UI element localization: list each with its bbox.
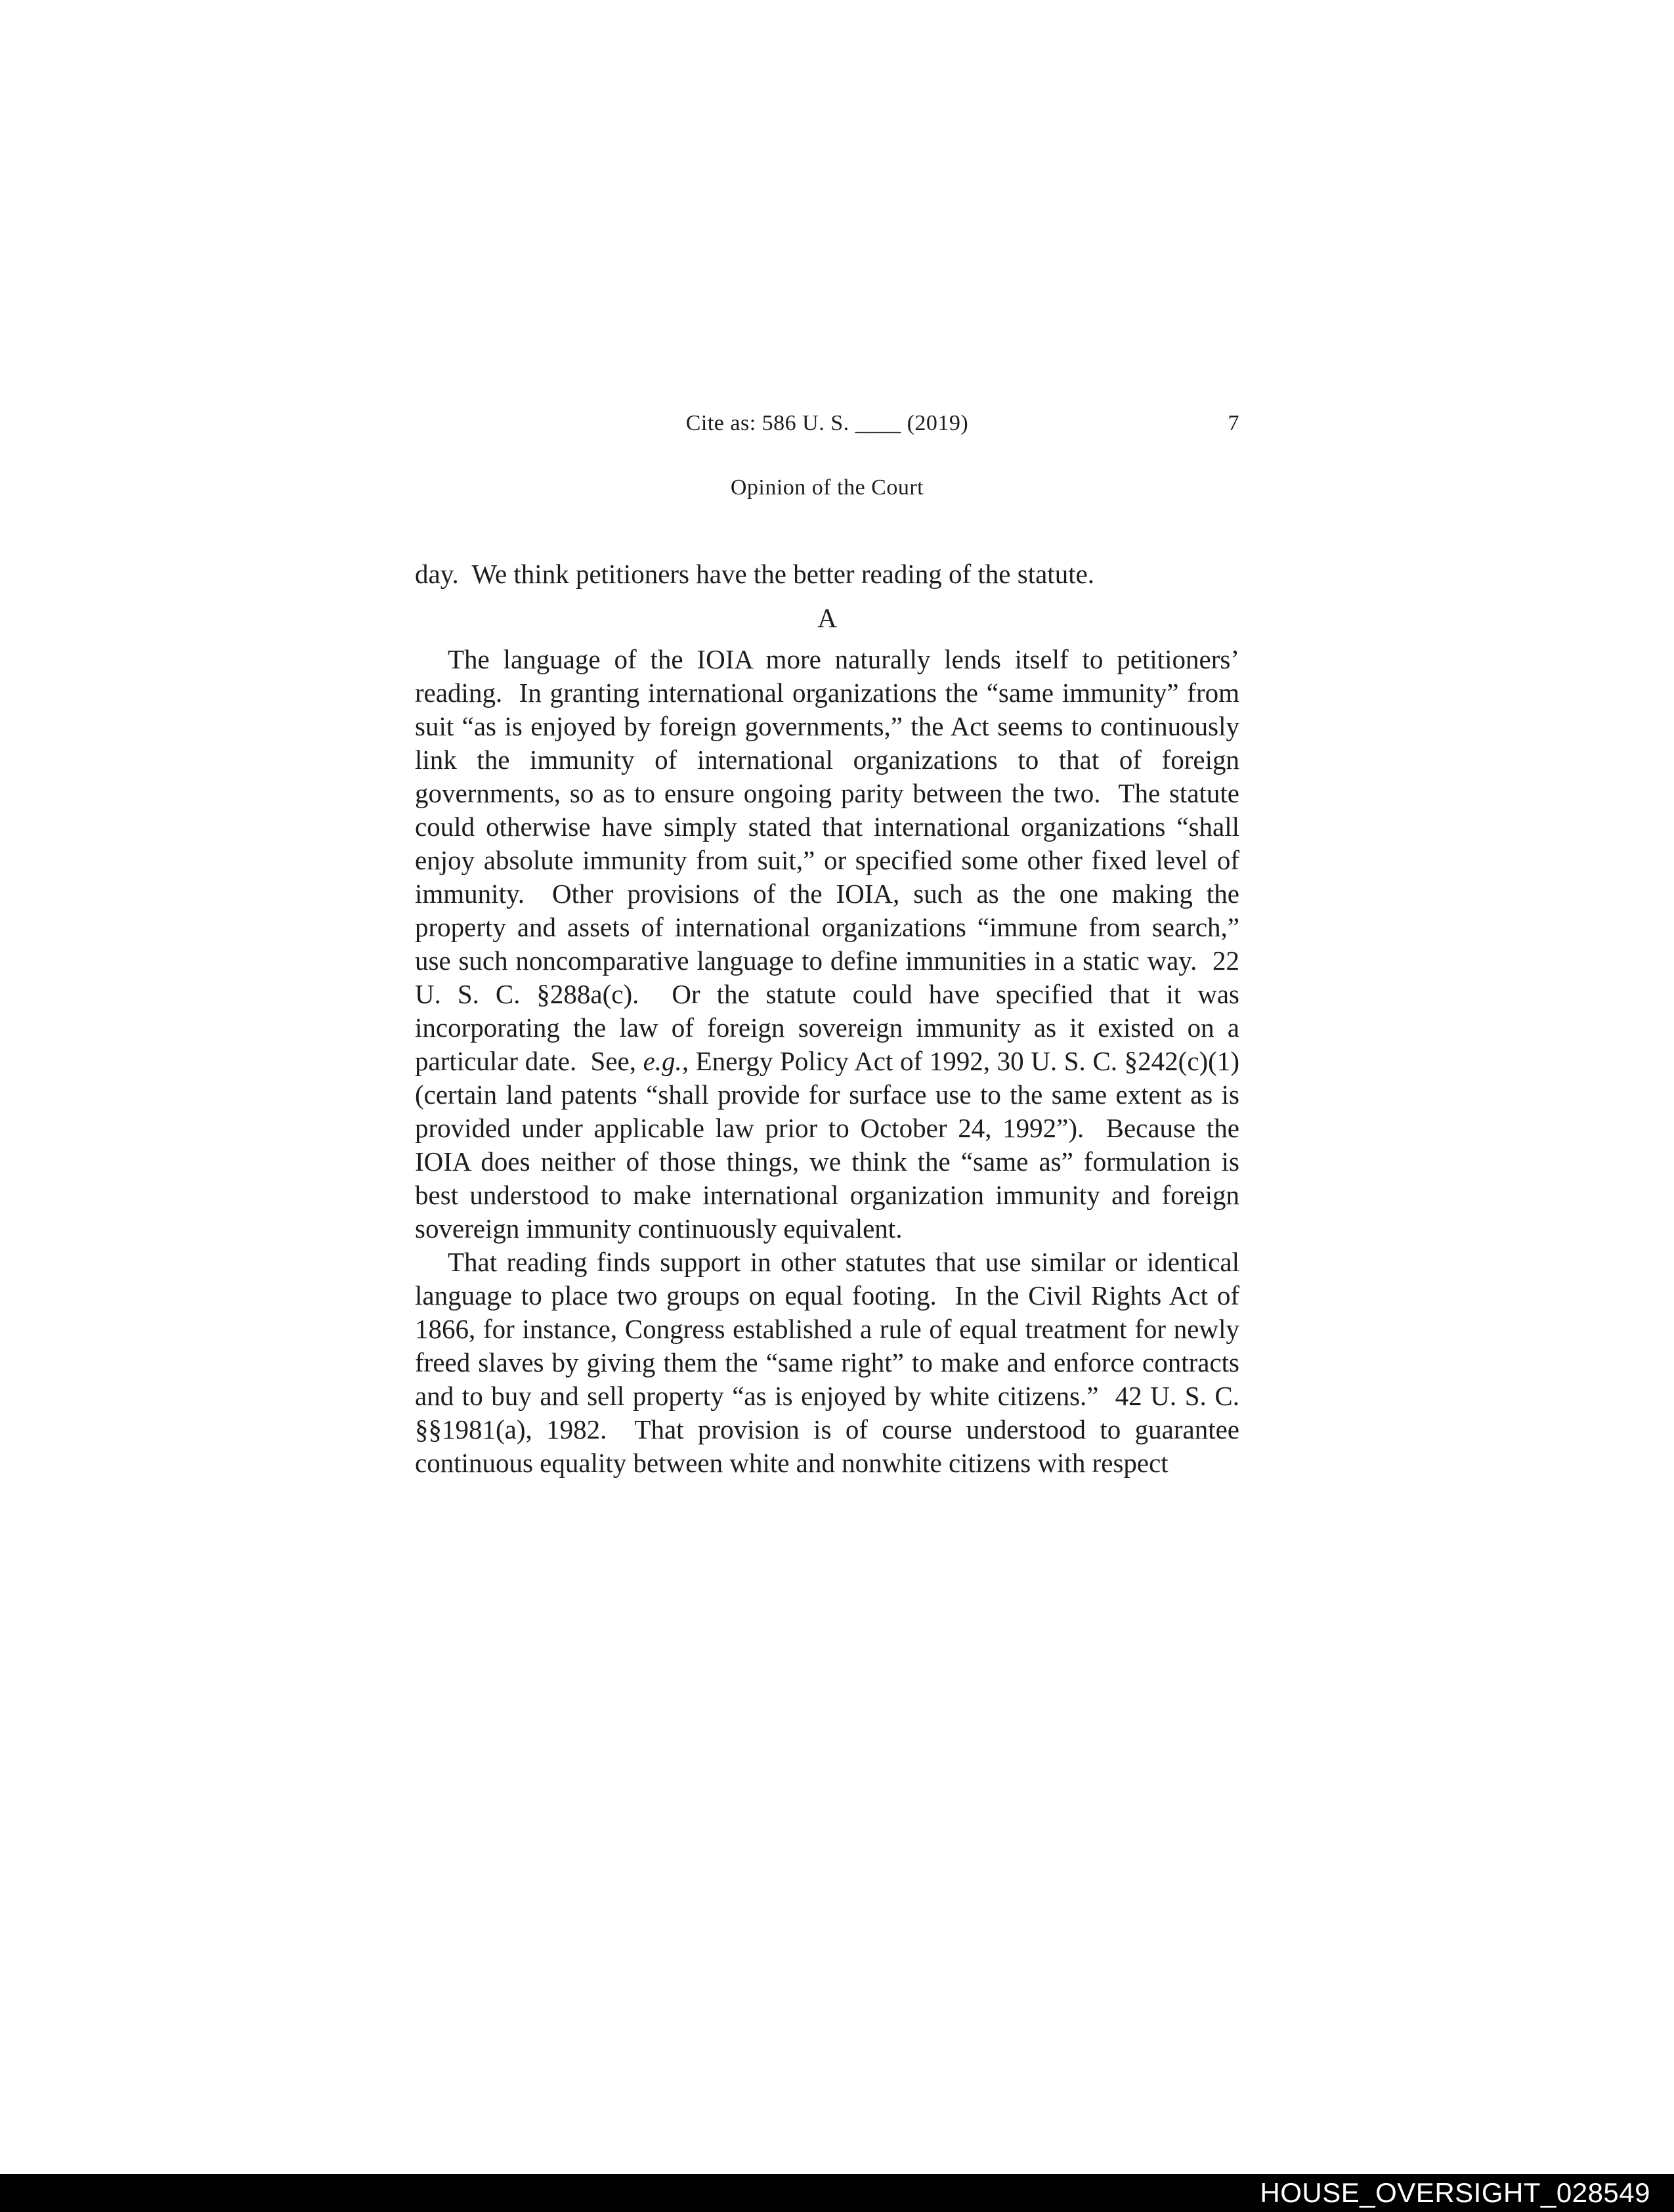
page-number: 7	[1228, 411, 1239, 435]
page-header	[415, 410, 1239, 437]
paragraph-1-italic-eg: e.g.,	[643, 1046, 689, 1076]
document-page	[415, 410, 1247, 1480]
paragraph-1-text-b: Energy Policy Act of 1992, 30 U. S. C. §242(c)(1) (certain land patents “shall provide for surface use to the same extent as is provided under applicable law prior to October 24, 1992”). Because the IOIA does neither of those things, we think the “same as” formulation is best understood to make international organization immunity and foreign sovereign immunity continuously equivalent.	[415, 1046, 1247, 1244]
paragraph-2: That reading finds support in other statutes that use similar or identical language to place two groups on equal footing. In the Civil Rights Act of 1866, for instance, Congress established a rule of equal treatment for newly freed slaves by giving them the “same right” to make and enforce contracts and to buy and sell property “as is enjoyed by white citizens.” 42 U. S. C. §§1981(a), 1982. That provision is of course understood to guarantee continuous equality between white and nonwhite citizens with respect	[415, 1247, 1247, 1478]
paragraph-continuation: day. We think petitioners have the better reading of the statute.	[415, 559, 1095, 589]
opinion-body	[415, 557, 1247, 1480]
section-label: A	[817, 603, 837, 633]
paragraph-1-text-a: The language of the IOIA more naturally lends itself to petitioners’ reading. In granting international organizations the “same immunity” from suit “as is enjoyed by foreign governments,” the Act seems to continuously link the immunity of international organizations to that of foreign governments, so as to ensure ongoing parity between the two. The statute could otherwise have simply stated that international organizations “shall enjoy absolute immunity from suit,” or specified some other fixed level of immunity. Other provisions of the IOIA, such as the one making the property and assets of international organizations “immune from search,” use such noncomparative language to define immunities in a static way. 22 U. S. C. §288a(c). Or the statute could have specified that it was incorporating the law of foreign sovereign immunity as it existed on a particular date. See,	[415, 644, 1247, 1076]
bates-bar	[0, 2174, 1674, 2212]
citation-header: Cite as: 586 U. S. ____ (2019)	[685, 411, 969, 435]
running-head: Opinion of the Court	[730, 475, 924, 500]
bates-number: HOUSE_OVERSIGHT_028549	[1260, 2177, 1650, 2208]
paragraph-1	[415, 643, 1247, 1246]
